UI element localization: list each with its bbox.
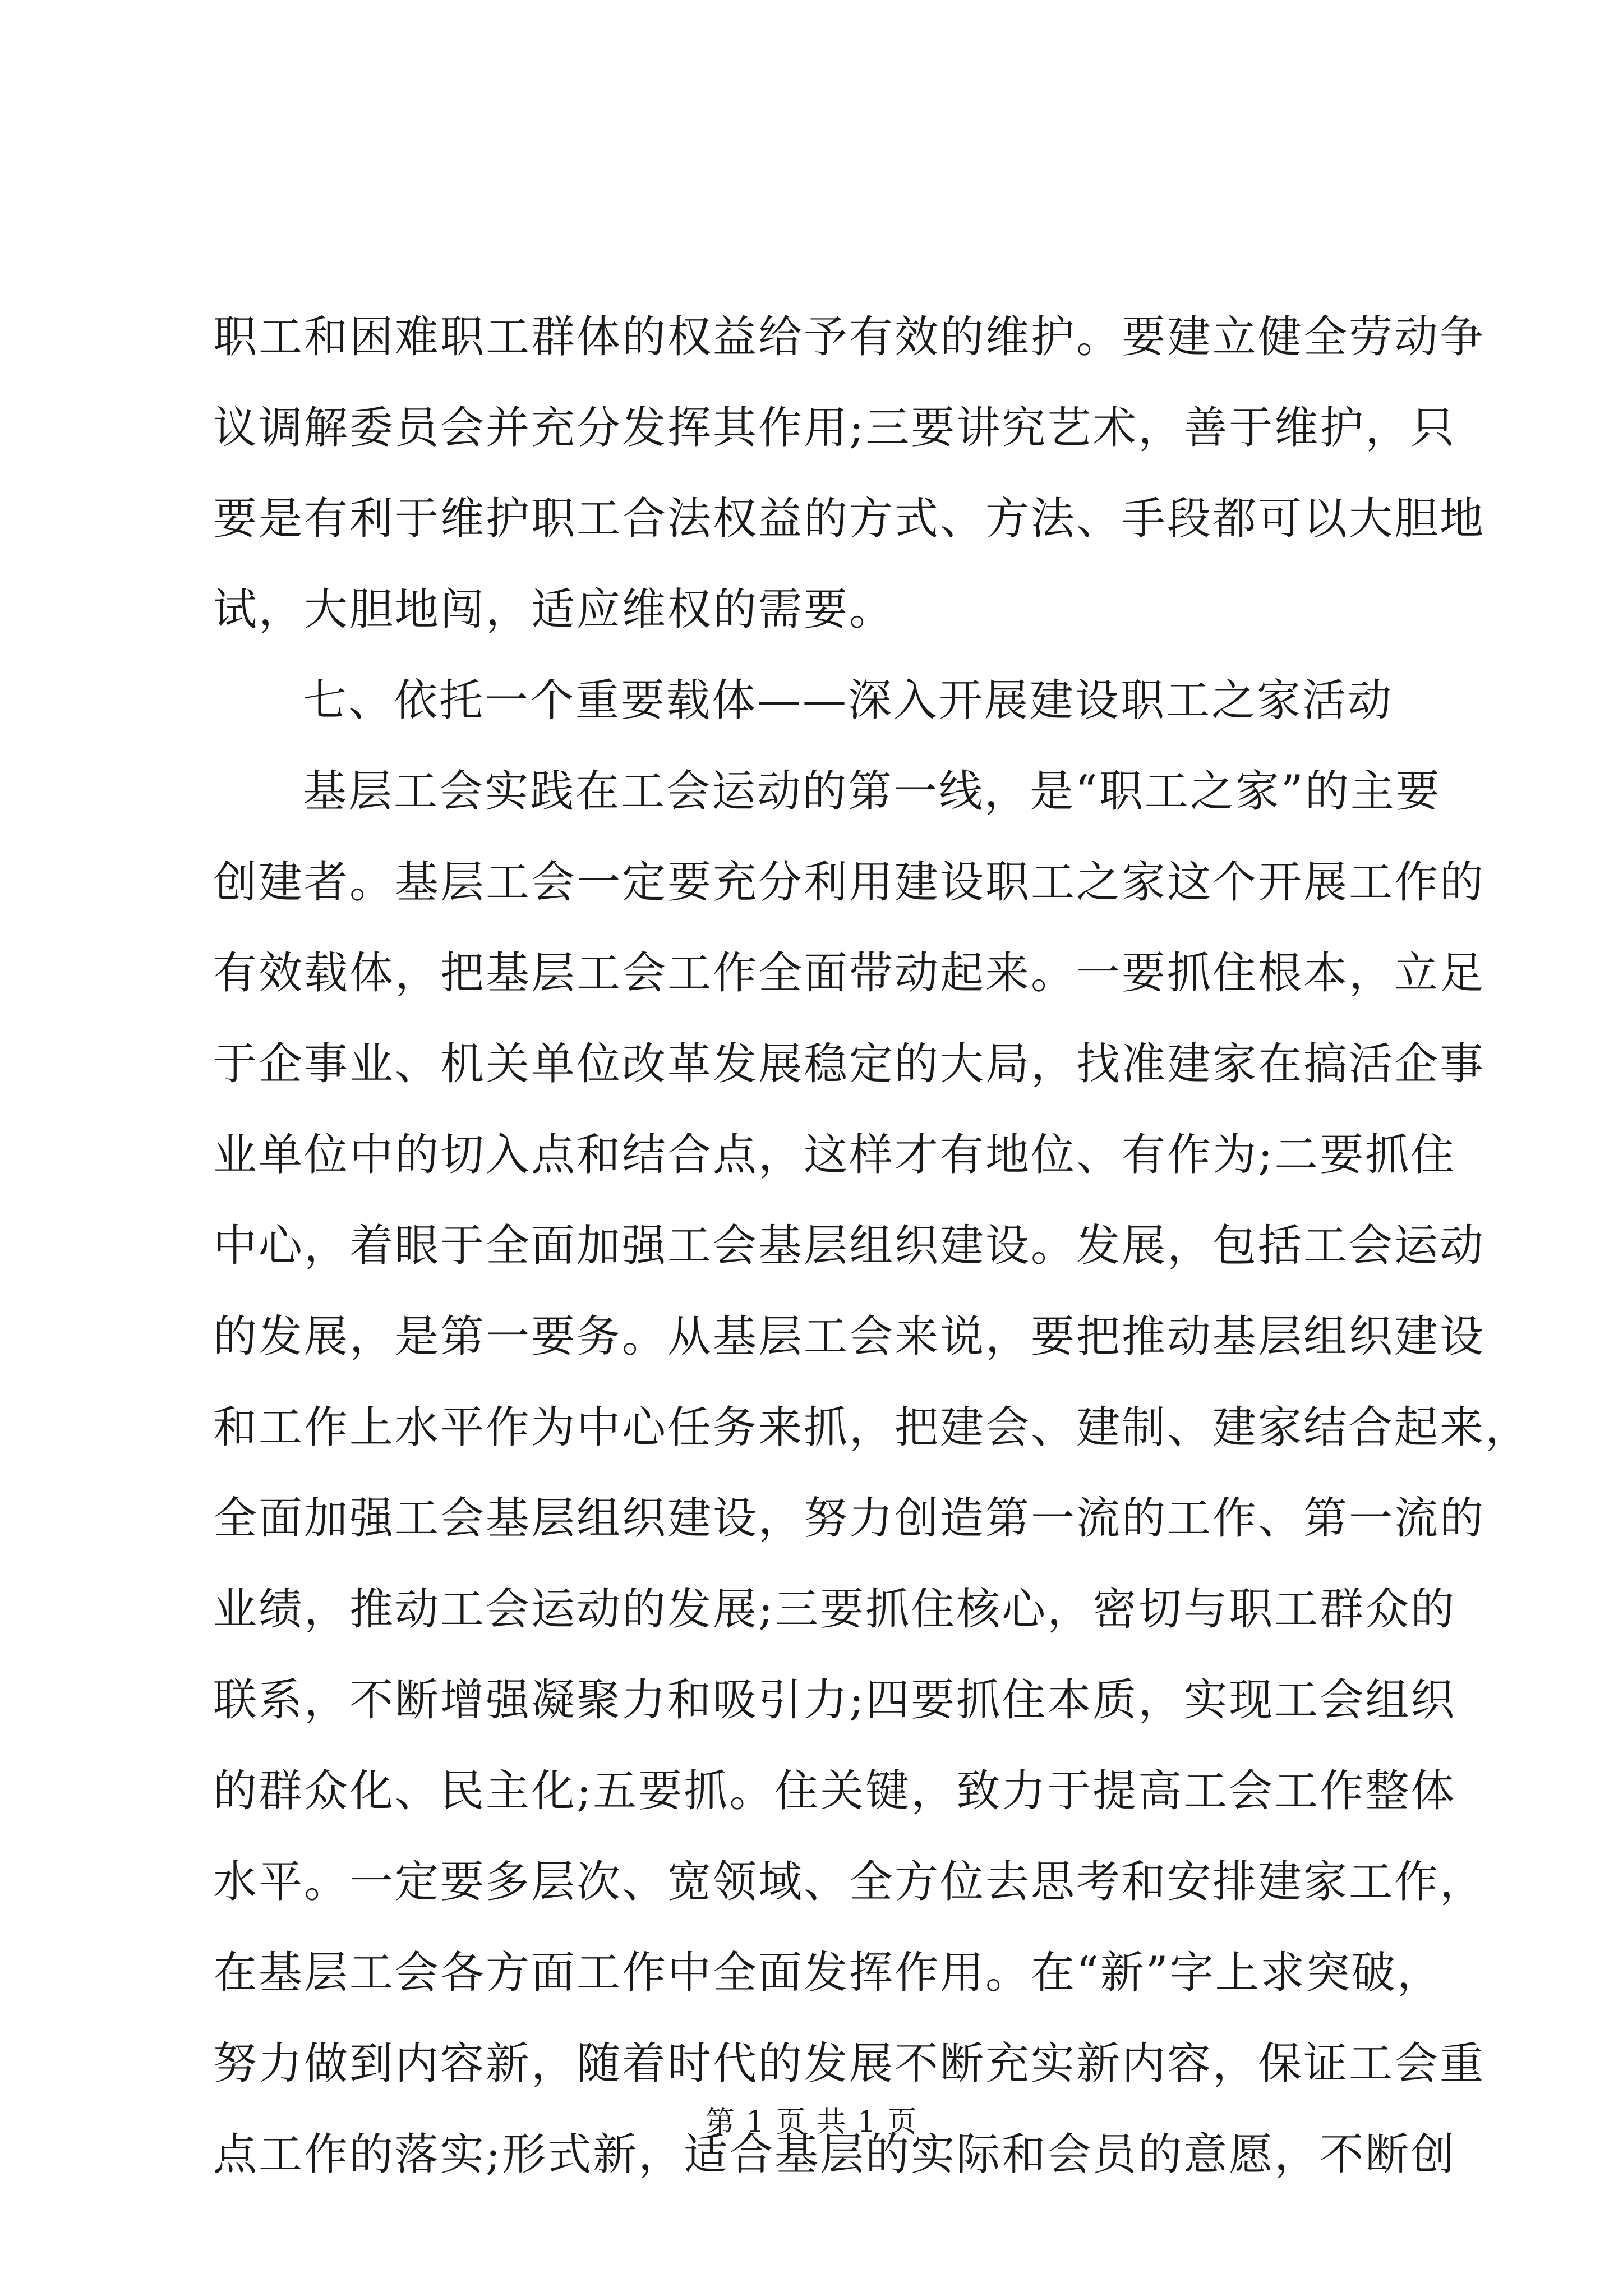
text-line: 全面加强工会基层组织建设，努力创造第一流的工作、第一流的 <box>213 1493 1486 1544</box>
page-footer: 第 1 页 共 1 页 <box>705 2105 918 2139</box>
document-body <box>213 292 1531 2200</box>
text-line: 创建者。基层工会一定要充分利用建设职工之家这个开展工作的 <box>213 857 1486 908</box>
text-line: 业绩，推动工会运动的发展;三要抓住核心，密切与职工群众的 <box>213 1584 1456 1635</box>
text-line: 业单位中的切入点和结合点，这样才有地位、有作为;二要抓住 <box>213 1130 1456 1180</box>
text-line: 和工作上水平作为中心任务来抓，把建会、建制、建家结合起来， <box>213 1402 1531 1453</box>
text-line: 于企事业、机关单位改革发展稳定的大局，找准建家在搞活企事 <box>213 1039 1486 1089</box>
section-heading: 七、依托一个重要载体——深入开展建设职工之家活动 <box>303 675 1394 726</box>
text-line: 的群众化、民主化;五要抓。住关键，致力于提高工会工作整体 <box>213 1766 1456 1816</box>
text-line: 水平。一定要多层次、宽领域、全方位去思考和安排建家工作， <box>213 1857 1486 1907</box>
text-line: 努力做到内容新，随着时代的发展不断充实新内容，保证工会重 <box>213 2039 1486 2089</box>
text-line: 基层工会实践在工会运动的第一线，是“职工之家”的主要 <box>303 766 1441 817</box>
text-line: 中心，着眼于全面加强工会基层组织建设。发展，包括工会运动 <box>213 1221 1486 1271</box>
text-line: 议调解委员会并充分发挥其作用;三要讲究艺术，善于维护，只 <box>213 403 1456 453</box>
text-line: 的发展，是第一要务。从基层工会来说，要把推动基层组织建设 <box>213 1312 1486 1362</box>
text-line: 点工作的落实;形式新，适合基层的实际和会员的意愿，不断创 <box>213 2129 1456 2180</box>
text-line: 在基层工会各方面工作中全面发挥作用。在“新”字上求突破， <box>213 1948 1442 1998</box>
text-line: 有效载体，把基层工会工作全面带动起来。一要抓住根本，立足 <box>213 948 1486 999</box>
text-line: 试，大胆地闯，适应维权的需要。 <box>213 585 895 635</box>
text-line: 联系，不断增强凝聚力和吸引力;四要抓住本质，实现工会组织 <box>213 1675 1456 1726</box>
text-line: 职工和困难职工群体的权益给予有效的维护。要建立健全劳动争 <box>213 312 1486 362</box>
text-line: 要是有利于维护职工合法权益的方式、方法、手段都可以大胆地 <box>213 494 1486 544</box>
